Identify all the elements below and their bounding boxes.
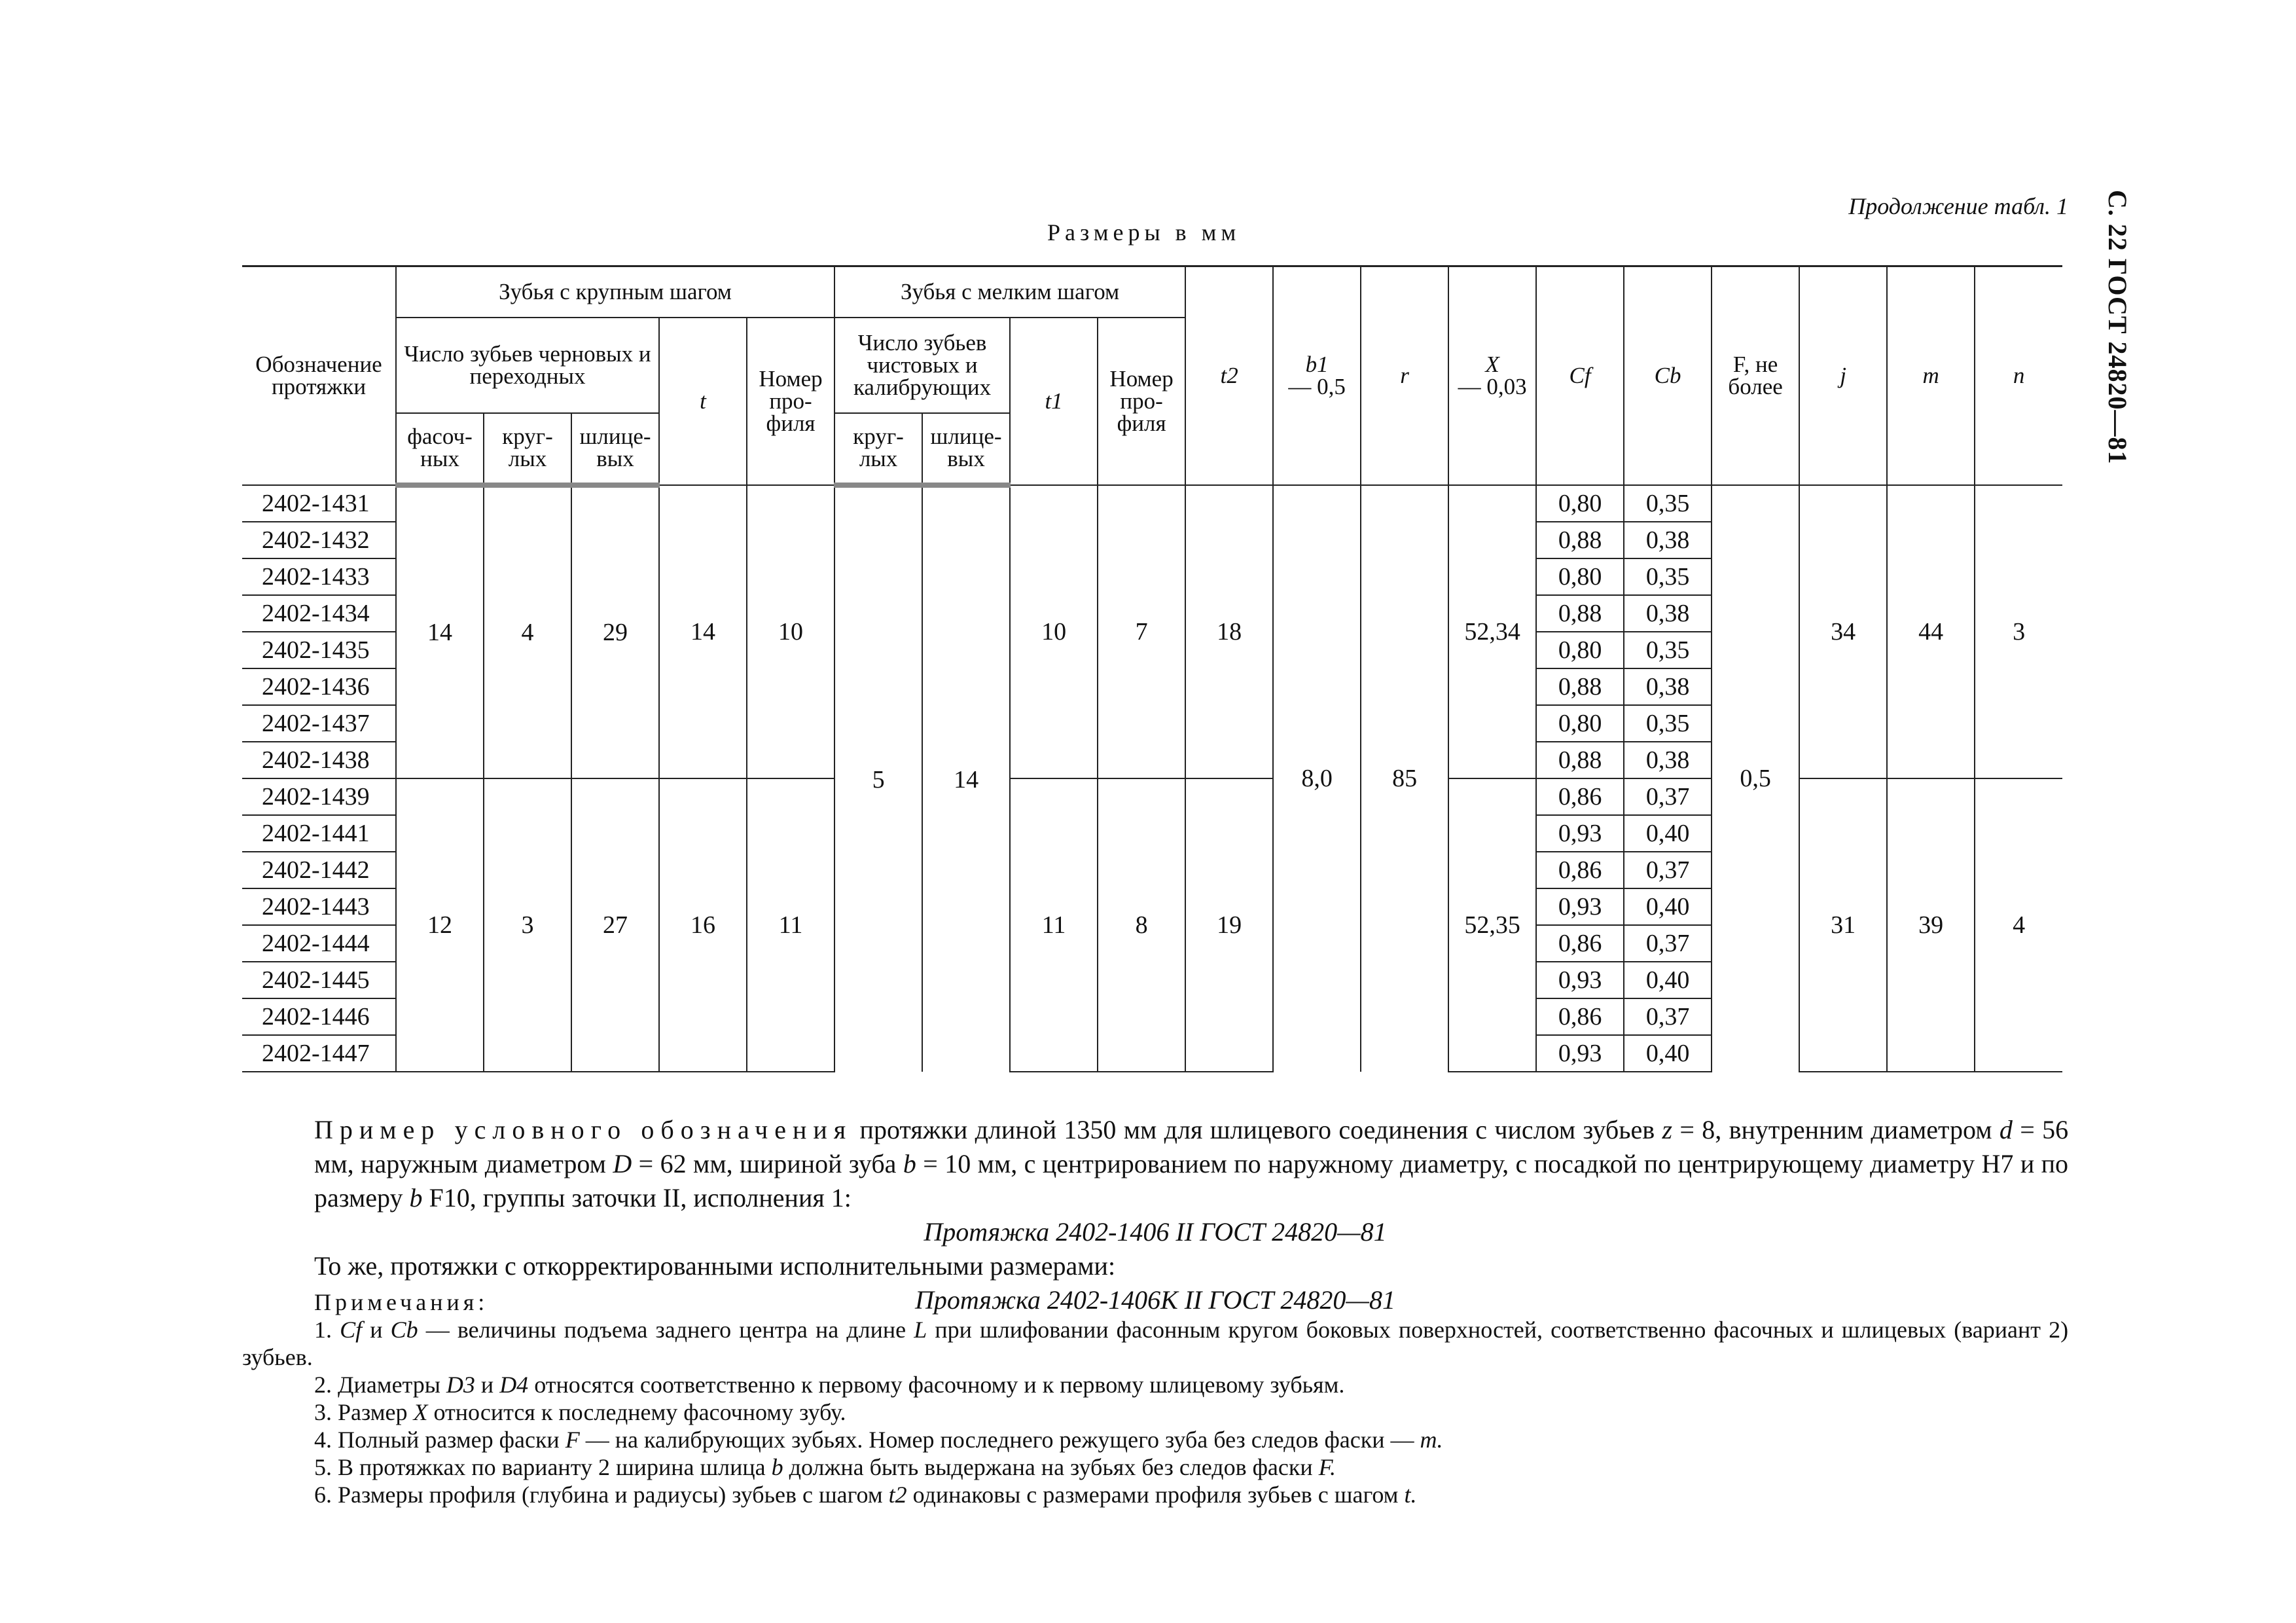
header-round: круг-лых xyxy=(484,413,571,485)
note-3-x: X xyxy=(413,1399,428,1425)
row-cf: 0,88 xyxy=(1536,668,1624,705)
note-5-text-a: 5. В протяжках по варианту 2 ширина шлица xyxy=(314,1454,766,1480)
note-6-text-b: одинаковы с размерами профиля зубьев с шагом xyxy=(912,1482,1399,1508)
example-text-6: F10, группы заточки II, исполнения 1: xyxy=(429,1183,852,1213)
note-1-number: 1. xyxy=(314,1317,332,1343)
row-code: 2402-1436 xyxy=(242,668,396,705)
row-code: 2402-1438 xyxy=(242,742,396,778)
example-z: z xyxy=(1662,1115,1673,1144)
row-code: 2402-1431 xyxy=(242,485,396,522)
note-6-t: t. xyxy=(1404,1482,1417,1508)
note-3-text-b: относится к последнему фасочному зубу. xyxy=(433,1399,846,1425)
table-body xyxy=(242,485,2151,1072)
table-row xyxy=(242,778,2151,815)
note-5-f: F. xyxy=(1318,1454,1336,1480)
header-x xyxy=(1448,266,1536,485)
dimensions-note: Размеры в мм xyxy=(1047,219,1241,246)
group-n: 3 xyxy=(1975,485,2062,778)
note-4-text-b: — на калибрующих зубьях. Номер последнего режущего зуба без следов фаски — xyxy=(585,1427,1414,1453)
row-code: 2402-1434 xyxy=(242,595,396,632)
row-cb: 0,40 xyxy=(1624,888,1712,925)
row-cb: 0,38 xyxy=(1624,668,1712,705)
row-cf: 0,88 xyxy=(1536,742,1624,778)
shared-round-fine: 5 xyxy=(834,485,922,1072)
header-cf: Cf xyxy=(1536,266,1624,485)
notes-section xyxy=(242,1288,2068,1508)
row-cb: 0,37 xyxy=(1624,925,1712,962)
row-cb: 0,35 xyxy=(1624,705,1712,742)
example-text-2: = 8, внутренним диаметром xyxy=(1679,1115,1992,1144)
group-m: 44 xyxy=(1887,485,1975,778)
header-fine-group: Зубья с мелким шагом xyxy=(834,266,1185,318)
broach-dimensions-table xyxy=(242,265,2151,1072)
group-x: 52,35 xyxy=(1448,778,1536,1072)
header-finish-count: Число зубьев чистовых и калибрующих xyxy=(834,318,1010,413)
header-b1-tolerance: — 0,5 xyxy=(1288,373,1346,399)
row-cb: 0,40 xyxy=(1624,815,1712,852)
note-5-b: b xyxy=(771,1454,783,1480)
header-n: n xyxy=(1975,266,2062,485)
row-cf: 0,80 xyxy=(1536,485,1624,522)
example-text-1: протяжки длиной 1350 мм для шлицевого соединения с числом зубьев xyxy=(859,1115,1655,1144)
group-j: 31 xyxy=(1799,778,1887,1072)
note-2-text-b: относятся соответственно к первому фасочному и к первому шлицевому зубьям. xyxy=(534,1372,1345,1398)
row-code: 2402-1439 xyxy=(242,778,396,815)
example-d: d xyxy=(1999,1115,2013,1144)
group-j: 34 xyxy=(1799,485,1887,778)
row-code: 2402-1445 xyxy=(242,962,396,998)
row-cb: 0,35 xyxy=(1624,485,1712,522)
row-cb: 0,38 xyxy=(1624,595,1712,632)
note-2-text-a: 2. Диаметры xyxy=(314,1372,440,1398)
note-6-t2: t2 xyxy=(888,1482,907,1508)
group-chamfer: 14 xyxy=(396,485,484,778)
group-profile-2: 7 xyxy=(1098,485,1185,778)
row-cf: 0,86 xyxy=(1536,925,1624,962)
note-4-text-a: 4. Полный размер фаски xyxy=(314,1427,560,1453)
header-rough-count: Число зубьев черновых и переходных xyxy=(396,318,659,413)
example-same: То же, протяжки с откорректированными исполнительными размерами: xyxy=(314,1251,1116,1281)
group-round: 4 xyxy=(484,485,571,778)
note-2 xyxy=(242,1371,2068,1398)
row-code: 2402-1447 xyxy=(242,1035,396,1072)
note-4-m: m. xyxy=(1420,1427,1443,1453)
group-t1: 10 xyxy=(1010,485,1098,778)
note-1-cb: Cb xyxy=(390,1317,418,1343)
row-cf: 0,93 xyxy=(1536,815,1624,852)
row-cb: 0,38 xyxy=(1624,522,1712,558)
table-row xyxy=(242,485,2151,522)
note-5-text-b: должна быть выдержана на зубьях без следов фаски xyxy=(789,1454,1313,1480)
group-t1: 11 xyxy=(1010,778,1098,1072)
group-round: 3 xyxy=(484,778,571,1072)
example-text-5: = 10 мм, с центрированием по наружному диаметру, с посадкой по центрирующему диаметру H7 и по размеру xyxy=(314,1149,2069,1213)
group-m: 39 xyxy=(1887,778,1975,1072)
shared-spline-fine: 14 xyxy=(922,485,1010,1072)
header-designation: Обозначение протяжки xyxy=(242,266,396,485)
row-cb: 0,37 xyxy=(1624,778,1712,815)
note-2-d3: D3 xyxy=(446,1372,475,1398)
group-profile: 11 xyxy=(747,778,834,1072)
row-cb: 0,38 xyxy=(1624,742,1712,778)
example-lead: Пример условного обозначения xyxy=(314,1115,853,1144)
header-r: r xyxy=(1361,266,1448,485)
header-profile-no-2: Номер про-филя xyxy=(1098,318,1185,485)
group-t: 16 xyxy=(659,778,747,1072)
row-cf: 0,88 xyxy=(1536,522,1624,558)
header-t2: t2 xyxy=(1185,266,1273,485)
example-designation-1: Протяжка 2402-1406 II ГОСТ 24820—81 xyxy=(924,1217,1387,1247)
shared-b1: 8,0 xyxy=(1273,485,1361,1072)
document-side-header: С. 22 ГОСТ 24820—81 xyxy=(2103,190,2132,465)
note-6 xyxy=(242,1481,2068,1508)
header-spline-fine: шлице-вых xyxy=(922,413,1010,485)
row-cf: 0,80 xyxy=(1536,705,1624,742)
note-1-L: L xyxy=(914,1317,927,1343)
note-4 xyxy=(242,1426,2068,1453)
row-code: 2402-1444 xyxy=(242,925,396,962)
note-1-and: и xyxy=(370,1317,383,1343)
row-cf: 0,93 xyxy=(1536,962,1624,998)
header-spline: шлице-вых xyxy=(571,413,659,485)
note-1-cf: Cf xyxy=(340,1317,363,1343)
header-round-fine: круг-лых xyxy=(834,413,922,485)
row-cb: 0,40 xyxy=(1624,1035,1712,1072)
header-m: m xyxy=(1887,266,1975,485)
row-code: 2402-1432 xyxy=(242,522,396,558)
row-cf: 0,80 xyxy=(1536,632,1624,668)
example-text-3: = 56 мм, наружным диаметром xyxy=(314,1115,2069,1178)
group-n: 4 xyxy=(1975,778,2062,1072)
header-b1 xyxy=(1273,266,1361,485)
row-cb: 0,35 xyxy=(1624,632,1712,668)
row-code: 2402-1437 xyxy=(242,705,396,742)
example-b: b xyxy=(903,1149,916,1178)
header-t1: t1 xyxy=(1010,318,1098,485)
group-spline: 27 xyxy=(571,778,659,1072)
example-b2: b xyxy=(409,1183,423,1213)
row-code: 2402-1443 xyxy=(242,888,396,925)
example-D: D xyxy=(613,1149,632,1178)
note-2-and: и xyxy=(480,1372,494,1398)
group-x: 52,34 xyxy=(1448,485,1536,778)
row-cb: 0,37 xyxy=(1624,998,1712,1035)
row-code: 2402-1435 xyxy=(242,632,396,668)
row-code: 2402-1442 xyxy=(242,852,396,888)
row-cb: 0,40 xyxy=(1624,962,1712,998)
row-cb: 0,37 xyxy=(1624,852,1712,888)
group-profile-2: 8 xyxy=(1098,778,1185,1072)
row-cf: 0,93 xyxy=(1536,1035,1624,1072)
note-2-d4: D4 xyxy=(499,1372,529,1398)
note-4-f: F xyxy=(565,1427,580,1453)
header-coarse-group: Зубья с крупным шагом xyxy=(396,266,834,318)
shared-f: 0,5 xyxy=(1712,485,1799,1072)
header-cb: Cb xyxy=(1624,266,1712,485)
note-5 xyxy=(242,1453,2068,1481)
header-f: F, не более xyxy=(1712,266,1799,485)
note-3-text-a: 3. Размер xyxy=(314,1399,408,1425)
group-t2: 18 xyxy=(1185,485,1273,778)
header-t: t xyxy=(659,318,747,485)
note-1-text-b: при шлифовании фасонным кругом боковых поверхностей, соответственно фасочных и шлицевых (вариант 2) зубьев. xyxy=(242,1317,2069,1370)
group-spline: 29 xyxy=(571,485,659,778)
row-cb: 0,35 xyxy=(1624,558,1712,595)
header-x-tolerance: — 0,03 xyxy=(1458,373,1527,399)
designation-example xyxy=(242,1113,2068,1317)
header-x-symbol: X xyxy=(1485,351,1499,377)
header-j: j xyxy=(1799,266,1887,485)
note-6-text-a: 6. Размеры профиля (глубина и радиусы) зубьев с шагом xyxy=(314,1482,883,1508)
row-code: 2402-1446 xyxy=(242,998,396,1035)
shared-r: 85 xyxy=(1361,485,1448,1072)
group-t: 14 xyxy=(659,485,747,778)
row-cf: 0,86 xyxy=(1536,998,1624,1035)
row-code: 2402-1441 xyxy=(242,815,396,852)
table-continuation-label: Продолжение табл. 1 xyxy=(1848,193,2068,219)
header-b1-symbol: b1 xyxy=(1305,351,1329,377)
example-text-4: = 62 мм, шириной зуба xyxy=(638,1149,897,1178)
row-cf: 0,86 xyxy=(1536,778,1624,815)
row-cf: 0,80 xyxy=(1536,558,1624,595)
note-1-text-a: — величины подъема заднего центра на длине xyxy=(425,1317,906,1343)
example-designation-2: Протяжка 2402-1406К II ГОСТ 24820—81 xyxy=(915,1285,1395,1315)
group-chamfer: 12 xyxy=(396,778,484,1072)
note-3 xyxy=(242,1398,2068,1426)
notes-title: Примечания: xyxy=(314,1289,489,1315)
row-cf: 0,88 xyxy=(1536,595,1624,632)
row-cf: 0,93 xyxy=(1536,888,1624,925)
row-cf: 0,86 xyxy=(1536,852,1624,888)
header-profile-no: Номер про-филя xyxy=(747,318,834,485)
group-t2: 19 xyxy=(1185,778,1273,1072)
group-profile: 10 xyxy=(747,485,834,778)
header-chamfer: фасоч-ных xyxy=(396,413,484,485)
row-code: 2402-1433 xyxy=(242,558,396,595)
note-1 xyxy=(242,1316,2068,1371)
